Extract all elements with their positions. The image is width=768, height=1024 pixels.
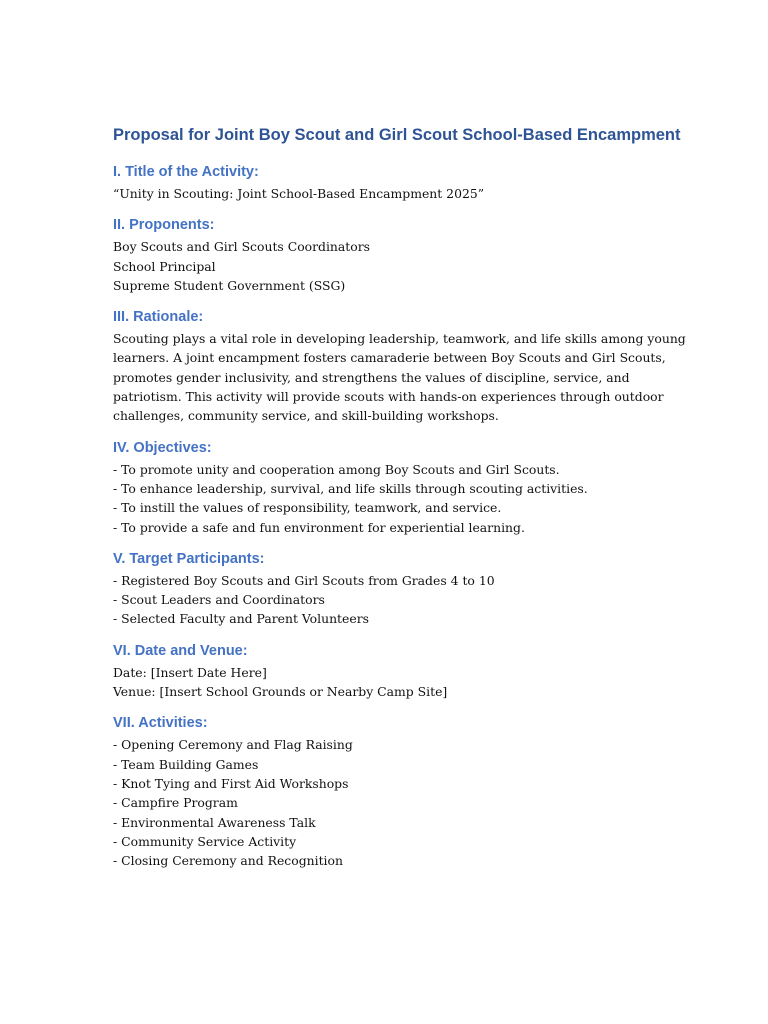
section-heading: II. Proponents: — [113, 217, 215, 234]
section-activities — [113, 713, 673, 870]
paragraph-line: promotes gender inclusivity, and strengthens the values of discipline, service, and — [113, 369, 630, 385]
list-item: - Closing Ceremony and Recognition — [113, 853, 343, 869]
section-heading: VI. Date and Venue: — [113, 642, 248, 659]
section-proponents — [113, 215, 673, 295]
section-heading: VII. Activities: — [113, 715, 208, 732]
list-item: - Registered Boy Scouts and Girl Scouts from Grades 4 to 10 — [113, 572, 495, 588]
section-objectives — [113, 438, 673, 537]
list-item: - To provide a safe and fun environment for experiential learning. — [113, 519, 525, 535]
list-item: - Campfire Program — [113, 795, 238, 811]
section-heading: III. Rationale: — [113, 309, 204, 326]
document-body — [113, 124, 686, 882]
list-item: - To instill the values of responsibility, teamwork, and service. — [113, 500, 502, 516]
section-heading: V. Target Participants: — [113, 550, 265, 567]
paragraph-line: patriotism. This activity will provide scouts with hands-on experiences through outdoor — [113, 389, 664, 405]
date-line: Date: [Insert Date Here] — [113, 664, 267, 680]
section-line: “Unity in Scouting: Joint School-Based Encampment 2025” — [113, 186, 485, 201]
section-line: Boy Scouts and Girl Scouts Coordinators — [113, 239, 371, 255]
list-item: - Opening Ceremony and Flag Raising — [113, 737, 353, 753]
list-item: - Community Service Activity — [113, 833, 297, 849]
document-title: Proposal for Joint Boy Scout and Girl Scout School-Based Encampment — [113, 126, 681, 144]
list-item: - To promote unity and cooperation among Boy Scouts and Girl Scouts. — [113, 461, 560, 477]
section-heading: IV. Objectives: — [113, 439, 212, 456]
section-date-and-venue — [113, 641, 673, 702]
list-item: - Knot Tying and First Aid Workshops — [113, 775, 349, 791]
list-item: - To enhance leadership, survival, and life skills through scouting activities. — [113, 480, 588, 496]
list-item: - Scout Leaders and Coordinators — [113, 592, 325, 608]
section-title-of-activity — [113, 162, 673, 203]
paragraph-line: learners. A joint encampment fosters camaraderie between Boy Scouts and Girl Scouts, — [113, 350, 666, 366]
venue-line: Venue: [Insert School Grounds or Nearby Camp Site] — [113, 684, 448, 700]
section-rationale — [113, 307, 686, 425]
section-target-participants — [113, 549, 673, 629]
section-line: School Principal — [113, 258, 216, 274]
paragraph-line: Scouting plays a vital role in developing leadership, teamwork, and life skills among young — [113, 331, 686, 347]
section-heading: I. Title of the Activity: — [113, 164, 259, 180]
list-item: - Selected Faculty and Parent Volunteers — [113, 611, 369, 627]
list-item: - Environmental Awareness Talk — [113, 814, 316, 830]
paragraph-line: challenges, community service, and skill-building workshops. — [113, 408, 499, 424]
list-item: - Team Building Games — [113, 756, 259, 772]
section-line: Supreme Student Government (SSG) — [113, 277, 346, 293]
